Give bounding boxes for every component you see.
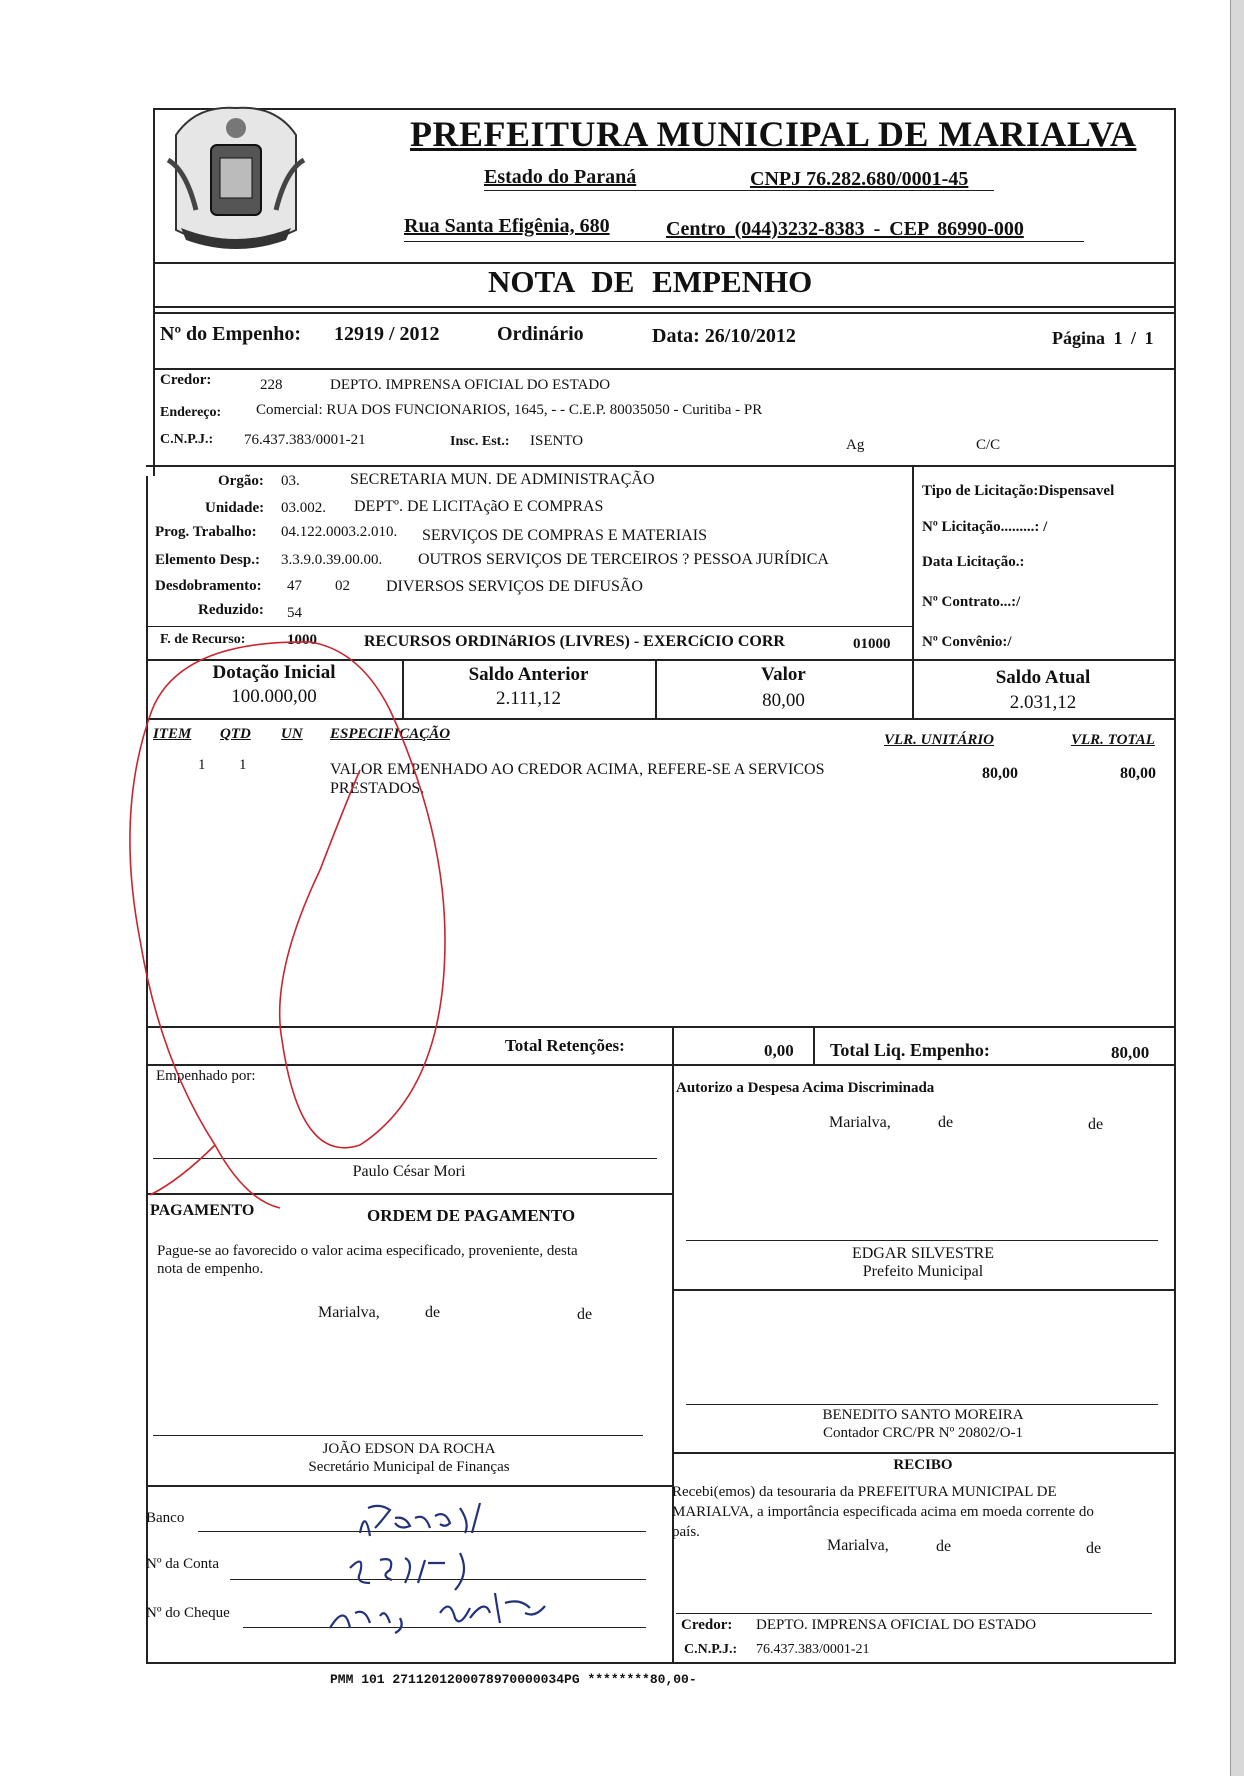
empenho-date: Data: 26/10/2012 (652, 325, 796, 347)
elemento-code: 3.3.9.0.39.00.00. (281, 552, 383, 568)
totals-col-1 (672, 1026, 674, 1066)
prefeito-divider (672, 1289, 1176, 1291)
unidade-code: 03.002. (281, 500, 326, 516)
secretario-signature-line (153, 1435, 643, 1436)
city-contact: Centro (044)3232-8383 - CEP 86990-000 (666, 218, 1024, 240)
cheque-label: Nº do Cheque (146, 1605, 230, 1621)
totals-col-2 (813, 1026, 815, 1066)
item-description-line1: VALOR EMPENHADO AO CREDOR ACIMA, REFERE-SE A SERVICOS (330, 761, 825, 778)
recibo-credor-name: DEPTO. IMPRENSA OFICIAL DO ESTADO (756, 1617, 1037, 1633)
pagamento-label: PAGAMENTO (150, 1202, 255, 1219)
title-divider-1 (153, 306, 1175, 308)
elemento-name: OUTROS SERVIÇOS DE TERCEIROS ? PESSOA JURÍDICA (418, 551, 829, 568)
credor-label: Credor: (160, 372, 212, 388)
recibo-text-line3: país. (672, 1524, 700, 1540)
ordem-pagamento-label: ORDEM DE PAGAMENTO (367, 1206, 576, 1225)
fonte-name: RECURSOS ORDINáRIOS (LIVRES) - EXERCíCIO CORR (364, 633, 785, 650)
credor-cnpj-label: C.N.P.J.: (160, 432, 214, 447)
reduzido-label: Reduzido: (198, 602, 264, 618)
secretario-name: JOÃO EDSON DA ROCHA (322, 1441, 496, 1457)
insc-est-label: Insc. Est.: (450, 434, 510, 449)
prog-trabalho-name: SERVIÇOS DE COMPRAS E MATERIAIS (422, 527, 707, 544)
contador-signature-line (686, 1404, 1158, 1405)
autorizo-place: Marialva, (829, 1114, 891, 1131)
pagamento-place: Marialva, (318, 1304, 380, 1321)
item-qtd: 1 (239, 757, 247, 773)
document-title: NOTA DE EMPENHO (488, 264, 813, 299)
banco-label: Banco (146, 1510, 185, 1526)
tipo-licitacao: Tipo de Licitação:Dispensavel (922, 483, 1115, 499)
fonte-number: 01000 (853, 636, 891, 652)
col-vlr-total: VLR. TOTAL (1071, 732, 1155, 748)
prefeito-role: Prefeito Municipal (862, 1263, 984, 1280)
agencia-label: Ag (846, 437, 865, 453)
prefeito-signature-line (686, 1240, 1158, 1241)
elemento-label: Elemento Desp.: (155, 552, 260, 568)
numero-convenio: Nº Convênio:/ (922, 634, 1012, 650)
col-un: UN (281, 726, 303, 742)
red-ink-mark (60, 620, 480, 1220)
orgao-label: Orgão: (218, 473, 264, 489)
secretario-divider (146, 1485, 672, 1487)
numero-licitacao: Nº Licitação.........: / (922, 519, 1048, 535)
city-hall-title: PREFEITURA MUNICIPAL DE MARIALVA (410, 114, 1137, 154)
frame-bottom (146, 1662, 1176, 1664)
autorizo-de-2: de (1088, 1116, 1104, 1133)
recibo-title: RECIBO (893, 1457, 953, 1473)
prog-trabalho-code: 04.122.0003.2.010. (281, 524, 398, 540)
reduzido-value: 54 (287, 605, 302, 621)
saldo-anterior-label: Saldo Anterior (468, 664, 589, 685)
empenhado-name: Paulo César Mori (352, 1163, 466, 1180)
conta-corrente-label: C/C (976, 437, 1001, 453)
desdobramento-sub: 02 (335, 578, 350, 594)
unidade-name: DEPTº. DE LICITAçãO E COMPRAS (354, 498, 604, 515)
item-vlr-total: 80,00 (1120, 765, 1156, 782)
recibo-cnpj-label: C.N.P.J.: (684, 1642, 738, 1657)
col-item: ITEM (153, 726, 192, 742)
page-number: Página 1 / 1 (1052, 328, 1154, 348)
licitacao-divider (912, 465, 914, 660)
address-underline (404, 241, 1084, 242)
empenho-number: 12919 / 2012 (334, 323, 440, 345)
credor-divider (146, 465, 1176, 467)
recibo-text-line2: MARIALVA, a importância especificada acima em moeda corrente do (672, 1504, 1094, 1520)
recibo-place: Marialva, (827, 1537, 889, 1554)
valor-value: 80,00 (762, 690, 805, 711)
pagamento-text-line2: nota de empenho. (157, 1261, 264, 1277)
empenho-divider (153, 368, 1175, 370)
autorizo-label: Autorizo a Despesa Acima Discriminada (676, 1080, 935, 1096)
pagamento-text-line1: Pague-se ao favorecido o valor acima especificado, proveniente, desta (157, 1243, 578, 1259)
credor-cnpj: 76.437.383/0001-21 (244, 432, 366, 448)
valor-label: Valor (761, 664, 806, 685)
saldo-anterior-value: 2.111,12 (495, 688, 562, 709)
dotacao-inicial-value: 100.000,00 (231, 686, 317, 707)
credor-address: Comercial: RUA DOS FUNCIONARIOS, 1645, - - C.E.P. 80035050 - Curitiba - PR (256, 402, 763, 418)
total-liquido-value: 80,00 (1111, 1043, 1150, 1062)
state-name: Estado do Paraná (484, 166, 637, 188)
total-retencoes-value: 0,00 (764, 1041, 794, 1060)
item-description-line2: PRESTADOS. (330, 780, 425, 797)
orgao-code: 03. (281, 473, 300, 489)
saldo-atual-label: Saldo Atual (995, 667, 1091, 688)
city-address: Rua Santa Efigênia, 680 (404, 215, 610, 237)
recibo-de-1: de (936, 1538, 952, 1555)
title-divider-2 (153, 312, 1175, 314)
recibo-de-2: de (1086, 1540, 1102, 1557)
item-number: 1 (198, 757, 206, 773)
fonte-label: F. de Recurso: (160, 632, 246, 647)
col-vlr-unitario: VLR. UNITÁRIO (884, 732, 995, 748)
recibo-credor-label: Credor: (681, 1617, 733, 1633)
pagamento-de-1: de (425, 1304, 441, 1321)
coat-of-arms-logo (156, 100, 316, 260)
pagamento-de-2: de (577, 1306, 593, 1323)
insc-est: ISENTO (530, 433, 584, 449)
bank-handwriting (320, 1488, 580, 1648)
conta-label: Nº da Conta (146, 1556, 219, 1572)
city-cnpj: CNPJ 76.282.680/0001-45 (750, 168, 969, 190)
frame-left-top (153, 108, 155, 476)
credor-name: DEPTO. IMPRENSA OFICIAL DO ESTADO (330, 377, 611, 393)
saldo-atual-value: 2.031,12 (1009, 692, 1077, 713)
col-especificacao: ESPECIFICAÇÃO (330, 726, 451, 742)
dotacao-inicial-label: Dotação Inicial (212, 662, 336, 683)
secretario-role: Secretário Municipal de Finanças (308, 1459, 510, 1475)
data-licitacao: Data Licitação.: (922, 554, 1025, 570)
desdobramento-code: 47 (287, 578, 302, 594)
recibo-text-line1: Recebi(emos) da tesouraria da PREFEITURA MUNICIPAL DE (672, 1484, 1057, 1500)
contador-name: BENEDITO SANTO MOREIRA (822, 1407, 1024, 1423)
credor-code: 228 (260, 377, 283, 393)
prog-trabalho-label: Prog. Trabalho: (155, 524, 257, 540)
footer-code: PMM 101 2711201200078970000034PG ********80,00- (330, 1672, 697, 1687)
desdobramento-name: DIVERSOS SERVIÇOS DE DIFUSÃO (386, 578, 643, 595)
contador-divider (672, 1452, 1176, 1454)
item-vlr-unitario: 80,00 (982, 765, 1018, 782)
numero-contrato: Nº Contrato...:/ (922, 594, 1021, 610)
recibo-cnpj: 76.437.383/0001-21 (756, 1642, 870, 1657)
recibo-signature-line (676, 1613, 1152, 1614)
col-qtd: QTD (220, 726, 251, 742)
empenhado-label: Empenhado por: (156, 1068, 256, 1084)
empenho-type: Ordinário (497, 323, 584, 345)
signature-column-divider (672, 1064, 674, 1662)
orgao-name: SECRETARIA MUN. DE ADMINISTRAÇÃO (350, 471, 655, 488)
credor-address-label: Endereço: (160, 405, 222, 420)
autorizo-de-1: de (938, 1114, 954, 1131)
contador-role: Contador CRC/PR Nº 20802/O-1 (822, 1425, 1024, 1441)
fonte-code: 1000 (287, 632, 317, 648)
total-retencoes-label: Total Retenções: (505, 1036, 625, 1055)
frame-right (1174, 108, 1176, 1663)
total-liquido-label: Total Liq. Empenho: (830, 1040, 990, 1060)
unidade-label: Unidade: (205, 500, 265, 516)
prefeito-name: EDGAR SILVESTRE (851, 1245, 995, 1262)
empenho-number-label: Nº do Empenho: (160, 323, 302, 345)
desdobramento-label: Desdobramento: (155, 578, 262, 594)
